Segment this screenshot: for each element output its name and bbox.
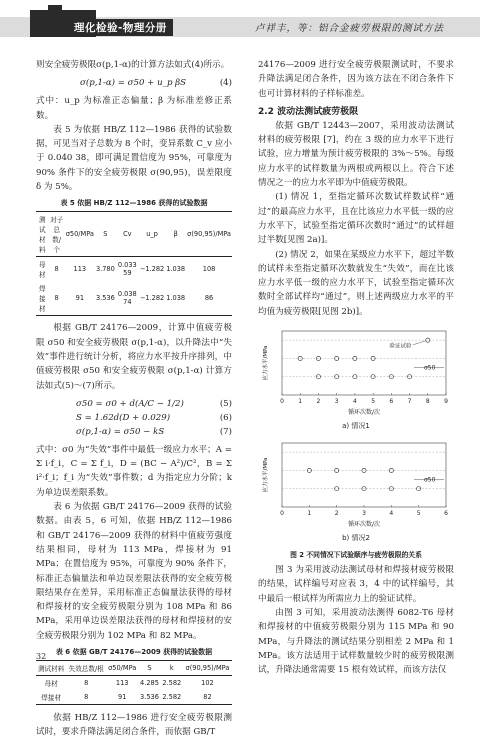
- x-tick-label: 6: [444, 510, 448, 518]
- x-tick-label: 0: [280, 510, 284, 518]
- paragraph: 表 6 为依据 GB/T 24176—2009 获得的试验数据。由表 5，6 可知，依据 HB/Z 112—1986 和 GB/T 24176—2009 获得的材料中值疲劳强度结果相同，母材为 113 MPa，焊接材为 91 MPa；在置信度为 95%，可靠度为 90% 条件下，标准正态偏量法和单边误差限法获得的安全疲劳极限结果存在差异，采用标准正态偏量法获得的母材和焊接材的安全疲劳极限分别为 108 MPa 和 86 MPa，采用单边误差限法获得的母材和焊接材的安全疲劳极限分别为 102 MPa 和 82 MPa。: [36, 502, 232, 641]
- table-header: 失效总数/根: [68, 665, 104, 674]
- section-heading: 2.2 波动法测试疲劳极限: [258, 106, 359, 117]
- sigma50-annotation: σ50: [424, 364, 436, 372]
- table-6: [36, 660, 232, 705]
- sigma50-annotation: σ50: [424, 476, 436, 484]
- paragraph: 图 3 为采用波动法测试母材和焊接材疲劳极限的结果，试样编号对应表 3，4 中的试样编号，其中最后一根试样为所需应力上的验证试样。: [258, 565, 454, 604]
- table-6-caption: 表 6 依据 GB/T 24176—2009 获得的试验数据: [55, 648, 213, 657]
- paragraph: (2) 情况 2，如果在某级应力水平下，超过半数的试样未至指定循环次数就发生“失效”，而在比该应力水平低一级的应力水平下，试验至指定循环次数时全部试样均“通过”，则上述两级应力水平的平均值为疲劳极限[见图 2b)]。: [258, 249, 454, 317]
- x-tick-label: 3: [334, 398, 339, 406]
- verification-pointer: [413, 341, 425, 345]
- x-tick-label: 9: [444, 398, 448, 406]
- table-header: 对子总数/个: [50, 216, 64, 255]
- table-header: σ50/MPa: [65, 230, 94, 239]
- paragraph: 依据 GB/T 12443—2007，采用波动法测试材料的疲劳极限 [7]，约在 3 级的应力水平下进行试验，应力增量为预计疲劳极限的 3%～5%。每级应力水平的试样数量为两根或两根以上。符合下述情况之一的应力水平即为中值疲劳极限。: [258, 120, 454, 189]
- chart-case-1: [258, 325, 454, 417]
- table-row: 焊接材 8 91 3.536 2.582 82: [36, 690, 232, 705]
- table-row: 母材 8 113 3.780 0.033 59 −1.282 1.038 108: [38, 261, 216, 280]
- figure-sublabel: b) 情况2: [342, 534, 370, 543]
- paragraph: 依据 HB/Z 112—1986 进行安全疲劳极限测试时，要求升降法满足闭合条件，而依据 GB/T: [36, 713, 232, 738]
- equation-7: σ(p,1-α) = σ50 − kS (7): [76, 426, 232, 437]
- table-header: σ50/MPa: [108, 664, 137, 673]
- paragraph: 式中：u_p 为标准正态偏量；β 为标准差修正系数。: [36, 96, 232, 121]
- journal-logo-text: 理化检验-物理分册: [72, 19, 173, 36]
- x-tick-label: 5: [416, 510, 421, 518]
- x-tick-label: 4: [389, 510, 394, 518]
- verification-annotation: 验证试验: [389, 343, 412, 350]
- equation-6: S = 1.62d(D + 0.029) (6): [76, 412, 232, 423]
- y-axis-label: 应力水平/MPa: [263, 457, 269, 493]
- table-5: [36, 211, 232, 316]
- x-tick-label: 8: [425, 398, 430, 406]
- right-column: [258, 58, 454, 677]
- table-row: 母材 8 113 4.285 2.582 102: [44, 679, 214, 689]
- plot-frame: [282, 331, 446, 395]
- plot-frame: [282, 443, 446, 507]
- y-axis-label: 应力水平/MPa: [263, 345, 269, 381]
- table-header: S: [147, 664, 152, 673]
- paragraph: 24176—2009 进行安全疲劳极限测试时，不要求升降法满足闭合条件，因为该方法在不闭合条件下也可计算材料的子样标准差。: [258, 60, 454, 99]
- equation-5: σ50 = σ0 + d(A/C − 1/2) (5): [76, 398, 232, 409]
- table-header: 测试材料: [37, 665, 65, 674]
- paragraph: 由图 3 可知，采用波动法测得 6082-T6 母材和焊接材的中值疲劳极限分别为 115 MPa 和 90 MPa，与升降法的测试结果分别相差 2 MPa 和 1 MPa。该方法适用于试样数量较少时的疲劳极限测试，升降法通常需要 15 根有效试样，而该方法仅: [258, 607, 454, 676]
- x-tick-label: 5: [371, 398, 376, 406]
- table-header: S: [103, 230, 108, 239]
- running-title: 卢祥丰，等：铝合金疲劳极限的测试方法: [254, 23, 444, 34]
- x-axis-label: 循环次数/次: [347, 409, 381, 417]
- x-tick-label: 4: [352, 398, 357, 406]
- x-tick-label: 7: [407, 398, 412, 406]
- table-header: k: [169, 664, 174, 673]
- paragraph: 式中：σ0 为“失效”事件中最低一级应力水平；A = Σ i·f_i，C = Σ f_i，D = (BC − A²)/C²，B = Σ i²·f_i；f_i 为“失效”事件数；d 为指定应力分阶；k 为单边误差限系数。: [36, 444, 232, 498]
- x-tick-label: 2: [316, 398, 321, 406]
- paragraph: 根据 GB/T 24176—2009，计算中值疲劳极限 σ50 和安全疲劳极限 σ(p,1-α)，以升降法中“失效”事件进行统计分析，将应力水平按升序排列，中值疲劳极限 σ50 和安全疲劳极限 σ(p,1-α) 计算方法如式(5)～(7)所示。: [36, 323, 232, 391]
- figure-caption: 图 2 不同情况下试验顺序与疲劳极限的关系: [290, 551, 422, 560]
- paragraph: (1) 情况 1，至指定循环次数试样数试样“通过”的最高应力水平，且在比该应力水平低一级的应力水平下，试验至指定循环次数时“通过”的试样超过半数[见图 2a)]。: [258, 192, 454, 246]
- chart-case-2: [258, 437, 454, 529]
- x-tick-label: 1: [307, 510, 312, 518]
- paragraph: 则安全疲劳极限σ(p,1-α)的计算方法如式(4)所示。: [36, 60, 230, 70]
- x-tick-label: 6: [389, 398, 394, 406]
- x-tick-label: 2: [334, 510, 339, 518]
- page-number: 32: [36, 652, 47, 661]
- table-row: 焊接材 8 91 3.536 0.038 74 −1.282 1.038 86: [36, 281, 232, 316]
- x-tick-label: 0: [280, 398, 284, 406]
- table-header: Cv: [123, 230, 132, 239]
- table-header: σ(90,95)/MPa: [185, 664, 230, 673]
- x-tick-label: 3: [362, 510, 366, 518]
- table-header: u_p: [146, 230, 158, 239]
- left-column: [36, 58, 232, 740]
- table-header: 测试材料: [38, 216, 46, 255]
- figure-sublabel: a) 情况1: [342, 422, 370, 431]
- table-header: σ(90,95)/MPa: [187, 230, 231, 239]
- x-axis-label: 循环次数/次: [347, 521, 381, 529]
- figure-2: [258, 325, 454, 559]
- paragraph: 表 5 为依据 HB/Z 112—1986 获得的试验数据，可见当对子总数为 8 个时，变异系数 C_v 应小于 0.040 38，即可满足置信度为 95%，可靠度为 90% 条件下的安全疲劳极限 σ(90,95)，误差限度 δ 为 5%。: [36, 124, 232, 193]
- x-tick-label: 1: [298, 398, 303, 406]
- page-header: [0, 0, 480, 42]
- equation-4: σ(p,1-α) = σ50 + u_p βS (4): [80, 78, 232, 89]
- table-5-caption: 表 5 依据 HB/Z 112—1986 获得的试验数据: [60, 199, 208, 208]
- table-header: β: [173, 230, 178, 239]
